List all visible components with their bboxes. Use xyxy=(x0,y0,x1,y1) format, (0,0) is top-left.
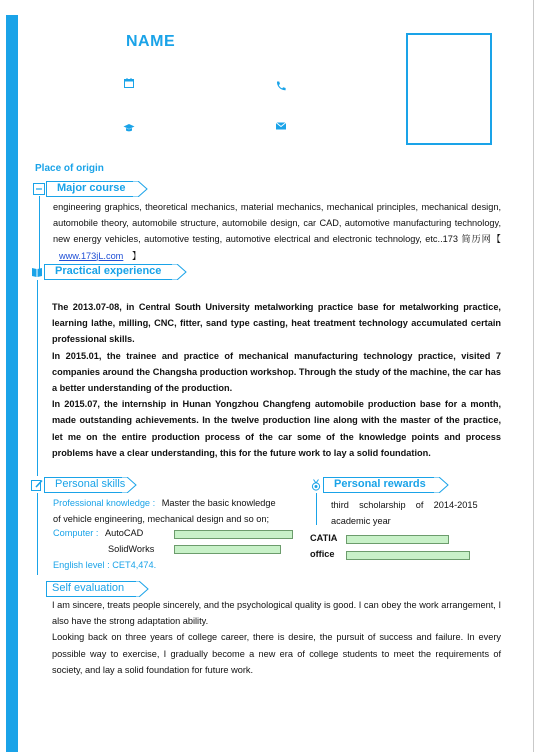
software-catia: CATIA xyxy=(310,533,338,543)
self-evaluation-header xyxy=(37,581,149,597)
software-autocad: AutoCAD xyxy=(105,528,144,538)
left-accent-bar xyxy=(6,15,18,752)
personal-skills-header xyxy=(31,477,136,493)
personal-skills-title: Personal skills xyxy=(55,478,126,490)
timeline-line xyxy=(39,196,40,270)
timeline-line xyxy=(316,493,317,525)
place-of-origin: Place of origin xyxy=(35,163,104,174)
practical-experience-title: Practical experience xyxy=(55,265,162,277)
medal-icon xyxy=(310,479,322,491)
timeline-line xyxy=(37,280,38,476)
phone-icon xyxy=(275,80,287,92)
name-title: NAME xyxy=(126,33,176,50)
calendar-icon xyxy=(123,77,135,89)
self-evaluation-title: Self evaluation xyxy=(52,582,125,594)
mail-icon xyxy=(275,120,287,132)
personal-rewards-header xyxy=(310,477,448,493)
book-icon xyxy=(31,266,43,278)
rewards-text: third scholarship of 2014-2015 academic year xyxy=(331,500,478,526)
graduation-cap-icon xyxy=(123,122,135,134)
practical-experience-text: The 2013.07-08, in Central South University metalworking practice base for metalworking practice, learning lathe, milling, CNC, fitter, sand type casting, heat treatment technology accumulated certain professional skills. In 2015.01, the trainee and practice of mechanical manufacturing technology practice, visited 7 companies around the Changsha production workshop. Through the study of the machine, the car has a better understanding of the production. In 2015.07, the internship in Hunan Yongzhou Changfeng automobile production base for a month, made outstanding achievements. In the twelve production line along with the master of the practice, let me on the entire production process of the car some of the knowledge points and process problems have a clear understanding, this for the future work to lay a solid foundation. xyxy=(52,302,501,458)
self-evaluation-text: I am sincere, treats people sincerely, and the psychological quality is good. I can obey the work arrangement, I also have the strong adaptation ability. Looking back on three years of college career, there is desire, the pursuit of success and failure. In every possible way to exercise, I gradually become a new era of college students to meet the requirements of society, and lay a solid foundation for future work. xyxy=(52,600,501,675)
autocad-skill-bar xyxy=(174,530,293,539)
minus-box-icon xyxy=(33,183,45,195)
timeline-line xyxy=(37,493,38,575)
personal-rewards-title: Personal rewards xyxy=(334,478,426,490)
major-course-header xyxy=(33,181,148,197)
pencil-icon xyxy=(31,479,43,491)
computer-label: Computer : xyxy=(53,528,99,538)
software-solidworks: SolidWorks xyxy=(108,544,155,554)
solidworks-skill-bar xyxy=(174,545,281,554)
english-level: English level : CET4,474. xyxy=(53,560,157,570)
photo-frame[interactable] xyxy=(406,33,492,145)
office-skill-bar xyxy=(346,551,470,560)
practical-experience-header xyxy=(31,264,186,280)
website-link[interactable]: www.173jL.com xyxy=(59,250,124,261)
major-course-text: engineering graphics, theoretical mechanics, material mechanics, mechanical principles, mechanical design, automobile theory, automobile structure, automobile design, car CAD, automotive manufacturing technology, new energy vehicles, automotive testing, automotive electrical and electronic technology, etc..173 简历网【 www.173jL.com 】 xyxy=(53,202,501,261)
software-office: office xyxy=(310,549,335,559)
skills-knowledge: Professional knowledge : Master the basic knowledge of vehicle engineering, mechanical design and so on; xyxy=(53,498,276,524)
catia-skill-bar xyxy=(346,535,449,544)
major-course-title: Major course xyxy=(57,182,126,194)
